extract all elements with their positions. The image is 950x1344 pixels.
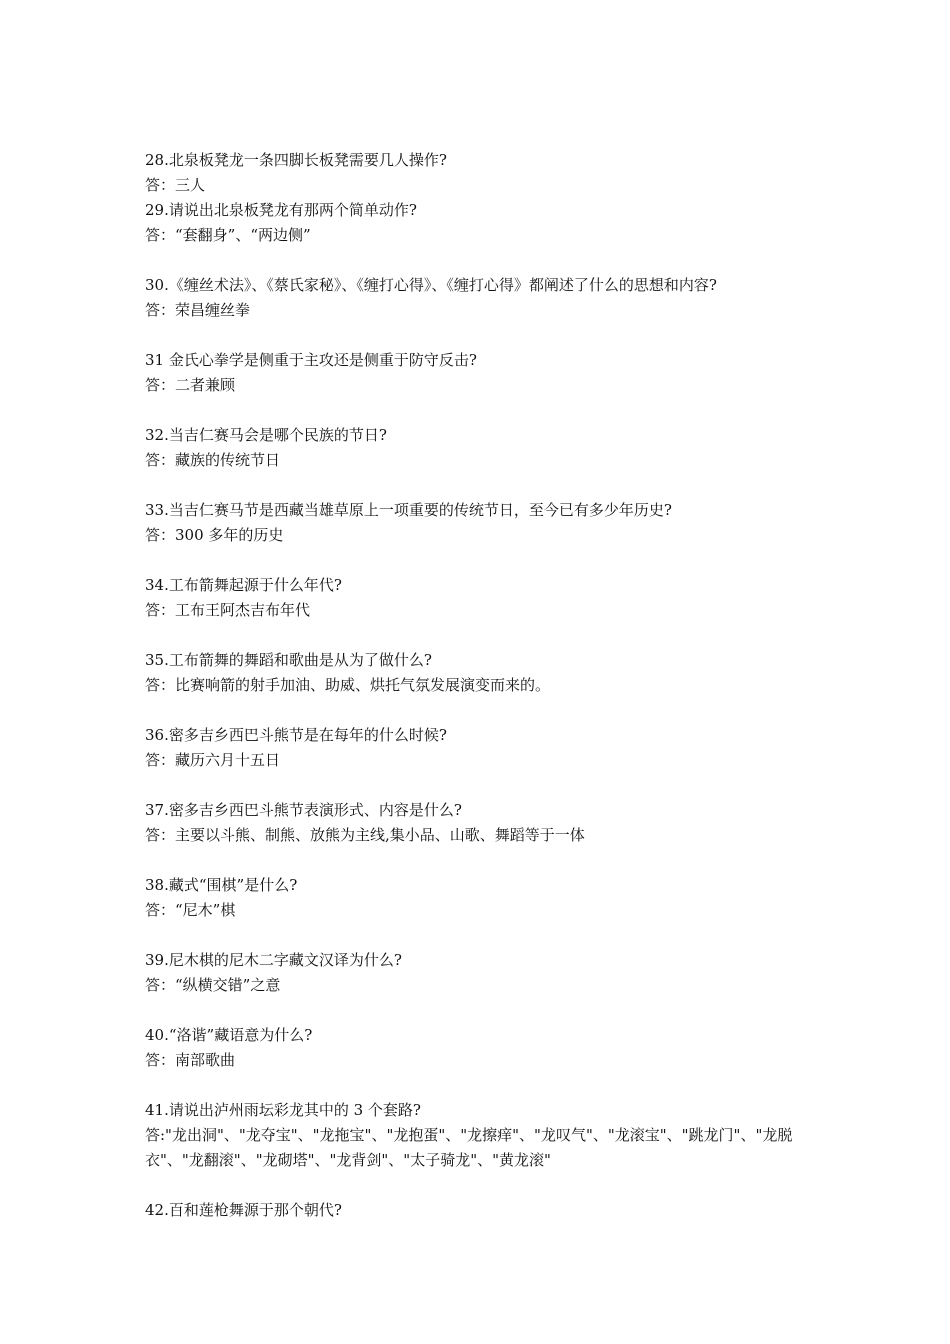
qa-item-36	[145, 723, 815, 773]
answer: 答：二者兼顾	[145, 376, 236, 394]
question: 34.工布箭舞起源于什么年代?	[145, 576, 342, 594]
answer: 答：“套翻身”、“两边侧”	[145, 226, 311, 244]
qa-list	[145, 148, 815, 1223]
qa-item-42	[145, 1198, 815, 1223]
answer: 答：三人	[145, 176, 206, 194]
qa-item-30	[145, 273, 815, 323]
answer: 答：主要以斗熊、制熊、放熊为主线,集小品、山歌、舞蹈等于一体	[145, 826, 585, 844]
question: 36.密多吉乡西巴斗熊节是在每年的什么时候?	[145, 726, 447, 744]
question: 31 金氏心拳学是侧重于主攻还是侧重于防守反击?	[145, 351, 477, 369]
answer: 答：比赛响箭的射手加油、助威、烘托气氛发展演变而来的。	[145, 676, 551, 694]
question: 41.请说出泸州雨坛彩龙其中的 3 个套路?	[145, 1101, 421, 1119]
question: 33.当吉仁赛马节是西藏当雄草原上一项重要的传统节日，至今已有多少年历史?	[145, 501, 672, 519]
answer: 答：“纵横交错”之意	[145, 976, 281, 994]
answer: 答：300 多年的历史	[145, 526, 284, 544]
question: 28.北泉板凳龙一条四脚长板凳需要几人操作?	[145, 151, 447, 169]
qa-item-28	[145, 148, 815, 198]
qa-item-34	[145, 573, 815, 623]
qa-item-33	[145, 498, 815, 548]
answer: 答:"龙出洞"、"龙夺宝"、"龙拖宝"、"龙抱蛋"、"龙擦痒"、"龙叹气"、"龙滚宝"、"跳龙门"、"龙脱衣"、"龙翻滚"、"龙砌塔"、"龙背剑"、"太子骑龙"、"黄龙滚"	[145, 1126, 793, 1169]
question: 32.当吉仁赛马会是哪个民族的节日?	[145, 426, 387, 444]
question: 30.《缠丝术法》、《蔡氏家秘》、《缠打心得》、《缠打心得》都阐述了什么的思想和内容?	[145, 276, 717, 294]
question: 35.工布箭舞的舞蹈和歌曲是从为了做什么?	[145, 651, 432, 669]
qa-item-41	[145, 1098, 815, 1173]
answer: 答：南部歌曲	[145, 1051, 236, 1069]
question: 37.密多吉乡西巴斗熊节表演形式、内容是什么?	[145, 801, 462, 819]
answer: 答：藏族的传统节日	[145, 451, 281, 469]
qa-item-32	[145, 423, 815, 473]
qa-item-35	[145, 648, 815, 698]
qa-item-39	[145, 948, 815, 998]
answer: 答：工布王阿杰吉布年代	[145, 601, 311, 619]
qa-item-37	[145, 798, 815, 848]
question: 42.百和莲枪舞源于那个朝代?	[145, 1201, 342, 1219]
question: 40.“洛谐”藏语意为什么?	[145, 1026, 313, 1044]
qa-item-31	[145, 348, 815, 398]
answer: 答：藏历六月十五日	[145, 751, 281, 769]
qa-item-38	[145, 873, 815, 923]
answer: 答：荣昌缠丝拳	[145, 301, 251, 319]
answer: 答：“尼木”棋	[145, 901, 236, 919]
question: 39.尼木棋的尼木二字藏文汉译为什么?	[145, 951, 402, 969]
question: 38.藏式“围棋”是什么?	[145, 876, 298, 894]
question: 29.请说出北泉板凳龙有那两个简单动作?	[145, 201, 417, 219]
qa-item-29	[145, 198, 815, 248]
qa-item-40	[145, 1023, 815, 1073]
